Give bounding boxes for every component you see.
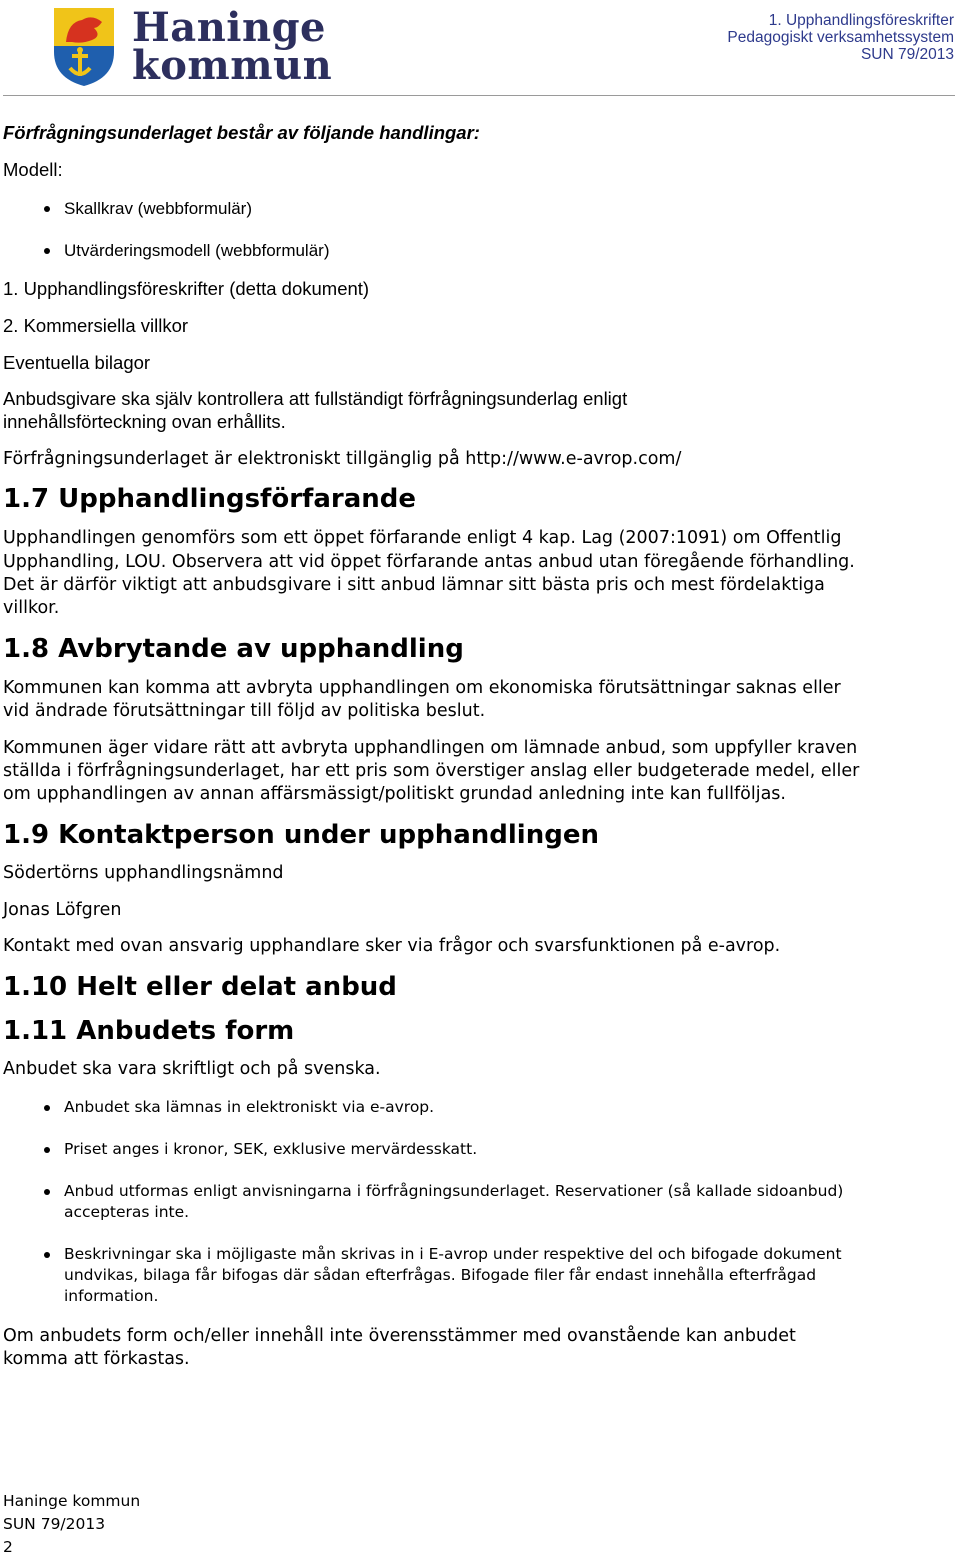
section-1-10-title: 1.10 Helt eller delat anbud [3,972,397,1002]
section-1-8-p2-line-2: ställda i förfrågningsunderlaget, har ett pris som överstiger anslag eller budgeterade medel, eller [3,761,860,781]
section-1-11-intro: Anbudet ska vara skriftligt och på svenska. [3,1059,381,1079]
header-doc-title: 1. Upphandlingsföreskrifter [768,12,954,29]
section-1-7-line-4: villkor. [3,598,60,618]
bullet-dot [44,1189,50,1195]
footer-reference: SUN 79/2013 [3,1515,106,1533]
section-1-7-line-2: Upphandling, LOU. Observera att vid öppet förfarande antas anbud utan föregående förhandling. [3,552,855,572]
section-1-8-p2-line-3: om upphandlingen av annan affärsmässigt/politiskt grundad anledning inte kan fullföljas. [3,784,786,804]
model-label: Modell: [3,159,63,180]
contact-person: Jonas Löfgren [3,900,122,920]
list-item-reservations-line-1: Anbud utformas enligt anvisningarna i förfrågningsunderlaget. Reservationer (så kallade sidoanbud) [64,1182,844,1200]
section-1-7-line-3: Det är därför viktigt att anbudsgivare i sitt anbud lämnar sitt bästa pris och mest fördelaktiga [3,575,825,595]
list-item-electronic-submission: Anbudet ska lämnas in elektroniskt via e-avrop. [64,1098,435,1116]
model-item-utvardering [64,240,329,261]
intro-heading: Förfrågningsunderlaget består av följande handlingar: [3,122,480,143]
section-1-7-title: 1.7 Upphandlingsförfarande [3,484,417,514]
section-1-9-title: 1.9 Kontaktperson under upphandlingen [3,820,599,850]
section-1-8-p2-line-1: Kommunen äger vidare rätt att avbryta upphandlingen om lämnade anbud, som uppfyller kraven [3,738,858,758]
footer-page-number: 2 [3,1538,13,1556]
model-item-skallkrav [64,198,252,219]
logo-word-haninge: Haninge [132,4,326,51]
section-1-8-p1-line-2: vid ändrade förutsättningar till följd av politiska beslut. [3,701,486,721]
document-item-2: 2. Kommersiella villkor [3,315,189,336]
haninge-logo [52,4,333,89]
section-1-7-line-1: Upphandlingen genomförs som ett öppet förfarande enligt 4 kap. Lag (2007:1091) om Offentlig [3,528,842,548]
list-item-descriptions-line-3: information. [64,1287,159,1305]
document-item-3: Eventuella bilagor [3,352,151,373]
section-1-8-title: 1.8 Avbrytande av upphandling [3,634,464,664]
logo-word-kommun: kommun [132,42,333,89]
document-item-1: 1. Upphandlingsföreskrifter (detta dokument) [3,278,370,299]
bullet-dot [44,1105,50,1111]
bullet-dot [44,1252,50,1258]
model-item-label: Skallkrav (webbformulär) [64,199,252,218]
electronic-availability-text: Förfrågningsunderlaget är elektroniskt tillgänglig på http://www.e-avrop.com/ [3,449,682,469]
section-1-11-title: 1.11 Anbudets form [3,1016,295,1046]
bullet-dot [44,1147,50,1153]
footer-organisation: Haninge kommun [3,1492,141,1510]
section-1-11-outro-line-2: komma att förkastas. [3,1349,190,1369]
list-item-descriptions-line-1: Beskrivningar ska i möjligaste mån skrivas in i E-avrop under respektive del och bifogade dokument [64,1245,842,1263]
list-item-currency: Priset anges i kronor, SEK, exklusive mervärdesskatt. [64,1140,478,1158]
model-item-label: Utvärderingsmodell (webbformulär) [64,241,330,260]
bullet-dot [44,206,50,212]
document-header-info [727,12,954,63]
contact-organisation: Södertörns upphandlingsnämnd [3,863,284,883]
section-1-8-p1-line-1: Kommunen kan komma att avbryta upphandlingen om ekonomiska förutsättningar saknas eller [3,678,841,698]
header-divider [3,95,955,96]
list-item-descriptions-line-2: undvikas, bilaga får bifogas där sådan efterfrågas. Bifogade filer får endast innehålla efterfrågad [64,1266,817,1284]
header-reference: SUN 79/2013 [860,46,954,63]
coat-of-arms-icon [52,6,116,88]
list-item-reservations-line-2: accepteras inte. [64,1203,190,1221]
check-text-line-1: Anbudsgivare ska själv kontrollera att fullständigt förfrågningsunderlag enligt [3,388,628,409]
check-text-line-2: innehållsförteckning ovan erhållits. [3,411,286,432]
section-1-11-outro-line-1: Om anbudets form och/eller innehåll inte överensstämmer med ovanstående kan anbudet [3,1326,796,1346]
header-project-name: Pedagogiskt verksamhetssystem [727,29,954,46]
bullet-dot [44,248,50,254]
contact-instructions: Kontakt med ovan ansvarig upphandlare sker via frågor och svarsfunktionen på e-avrop. [3,936,781,956]
